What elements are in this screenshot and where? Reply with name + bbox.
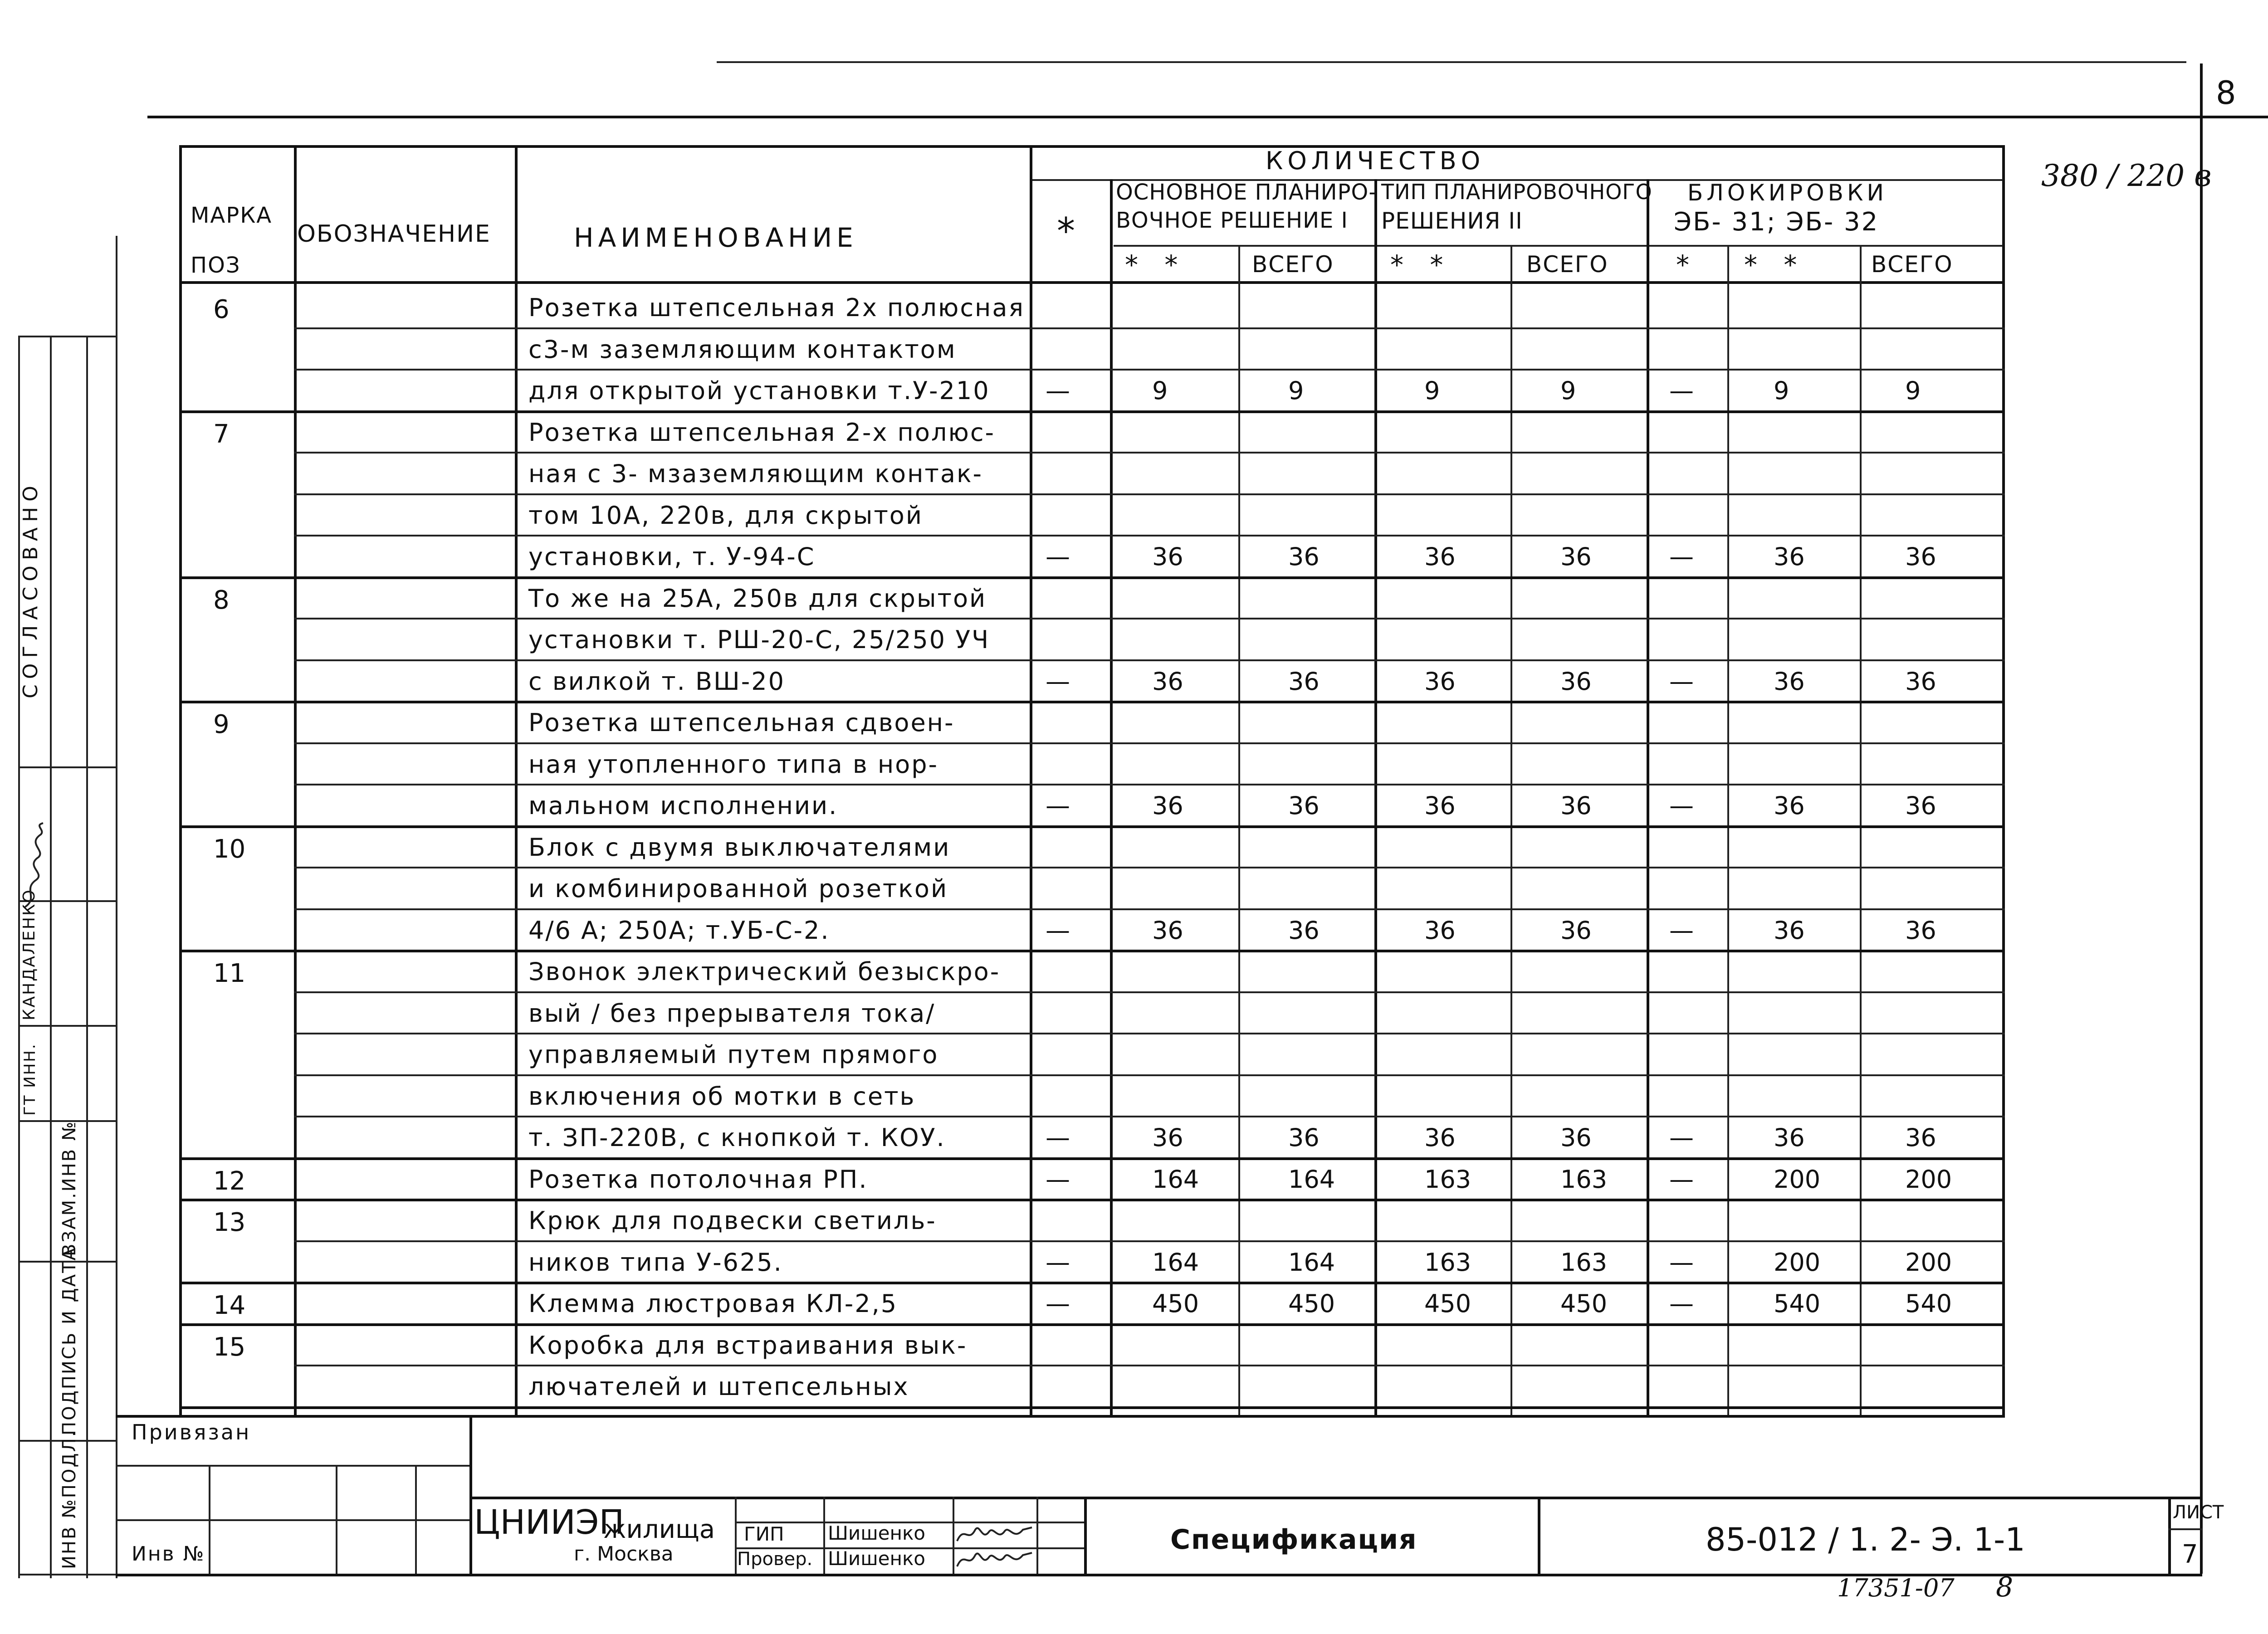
row-name-line: управляемый путем прямого bbox=[528, 1040, 939, 1069]
corner-box-line bbox=[2200, 63, 2203, 118]
row-rule bbox=[294, 327, 2005, 329]
row-value: 36 bbox=[1152, 1123, 1183, 1152]
row-rule bbox=[294, 535, 2005, 537]
row-value: 164 bbox=[1152, 1165, 1199, 1194]
tb-doc-title: Спецификация bbox=[1170, 1524, 1418, 1556]
side-podpis: ПОДПИСЬ И ДАТА bbox=[59, 1247, 80, 1435]
row-name-line: Розетка потолочная РП. bbox=[528, 1165, 868, 1194]
row-value: 450 bbox=[1288, 1289, 1335, 1318]
tb-v-date bbox=[1036, 1497, 1038, 1574]
row-value: 9 bbox=[1560, 376, 1576, 405]
row-value: 36 bbox=[1774, 916, 1805, 945]
tb-org-2: жилища bbox=[603, 1515, 715, 1544]
right-border bbox=[2200, 63, 2203, 1574]
row-value: — bbox=[1046, 542, 1070, 571]
top-border-faint bbox=[717, 61, 2186, 63]
header-star: * bbox=[1057, 210, 1076, 252]
row-pos: 11 bbox=[213, 959, 246, 988]
col-sep-4 bbox=[1110, 179, 1113, 1415]
tb-left-sep bbox=[469, 1415, 472, 1574]
header-name: НАИМЕНОВАНИЕ bbox=[574, 222, 858, 253]
row-value: 36 bbox=[1774, 1123, 1805, 1152]
row-value: — bbox=[1669, 542, 1694, 571]
row-pos: 6 bbox=[213, 295, 230, 324]
row-value: 200 bbox=[1905, 1248, 1952, 1277]
row-value: — bbox=[1669, 916, 1694, 945]
row-value: — bbox=[1046, 1165, 1070, 1194]
side-hline-2 bbox=[18, 766, 116, 768]
row-pos: 12 bbox=[213, 1166, 246, 1196]
tb-name-1: Шишенко bbox=[828, 1522, 926, 1544]
subhead-2: ВСЕГО bbox=[1252, 251, 1334, 278]
tb-inner-v3 bbox=[415, 1465, 417, 1574]
tb-inner-v1 bbox=[209, 1465, 210, 1574]
side-hline-4 bbox=[18, 1025, 116, 1027]
row-rule bbox=[294, 1116, 2005, 1117]
row-value: — bbox=[1669, 1248, 1694, 1277]
side-line-c bbox=[86, 336, 88, 1578]
row-value: — bbox=[1669, 1289, 1694, 1318]
row-value: 36 bbox=[1152, 667, 1183, 696]
row-value: 164 bbox=[1288, 1165, 1335, 1194]
subhead-1: * * bbox=[1125, 249, 1187, 280]
archive-sheet: 8 bbox=[1996, 1571, 2014, 1603]
row-value: 36 bbox=[1288, 791, 1320, 820]
row-value: 36 bbox=[1424, 1123, 1456, 1152]
row-name-line: То же на 25А, 250в для скрытой bbox=[528, 584, 987, 613]
row-value: 36 bbox=[1905, 542, 1936, 571]
row-rule bbox=[294, 908, 2005, 910]
row-name-line: том 10А, 220в, для скрытой bbox=[528, 501, 923, 530]
group3-line2: ЭБ- 31; ЭБ- 32 bbox=[1674, 207, 1879, 237]
row-value: 36 bbox=[1288, 1123, 1320, 1152]
col-sep-1 bbox=[294, 145, 297, 1415]
row-rule bbox=[294, 369, 2005, 371]
row-rule bbox=[179, 576, 2005, 579]
side-signature-scribble bbox=[20, 821, 48, 912]
row-value: 36 bbox=[1152, 916, 1183, 945]
row-value: — bbox=[1046, 1248, 1070, 1277]
tb-name-2: Шишенко bbox=[828, 1547, 926, 1570]
tb-v-sign bbox=[953, 1497, 954, 1574]
row-rule bbox=[294, 1365, 2005, 1366]
row-value: 200 bbox=[1774, 1248, 1821, 1277]
tb-privyazan: Привязан bbox=[132, 1420, 251, 1444]
row-name-line: Розетка штепсельная сдвоен- bbox=[528, 708, 955, 737]
row-value: 36 bbox=[1905, 1123, 1936, 1152]
row-value: 9 bbox=[1905, 376, 1921, 405]
row-value: 36 bbox=[1152, 542, 1183, 571]
archive-number: 17351-07 bbox=[1837, 1574, 1955, 1602]
header-line-groups bbox=[1114, 245, 2003, 247]
row-rule bbox=[179, 410, 2005, 413]
col-sep-2 bbox=[515, 145, 518, 1415]
row-pos: 13 bbox=[213, 1208, 246, 1237]
row-value: 9 bbox=[1288, 376, 1304, 405]
row-name-line: Розетка штепсельная 2х полюсная bbox=[528, 293, 1025, 322]
side-inv-short: ГТ ИНН. bbox=[21, 1043, 39, 1116]
row-rule bbox=[294, 991, 2005, 993]
row-rule bbox=[294, 867, 2005, 868]
row-name-line: Звонок электрический безыскро- bbox=[528, 957, 1001, 986]
row-value: 200 bbox=[1905, 1165, 1952, 1194]
row-name-line: с3-м заземляющим контактом bbox=[528, 335, 957, 364]
row-value: 36 bbox=[1424, 667, 1456, 696]
row-name-line: для открытой установки т.У-210 bbox=[528, 376, 990, 405]
row-name-line: т. ЗП-220В, с кнопкой т. КОУ. bbox=[528, 1123, 946, 1152]
row-value: 36 bbox=[1774, 667, 1805, 696]
row-rule bbox=[179, 1323, 2005, 1326]
row-value: 9 bbox=[1424, 376, 1440, 405]
row-value: 36 bbox=[1774, 791, 1805, 820]
row-rule bbox=[294, 452, 2005, 454]
row-pos: 15 bbox=[213, 1332, 246, 1362]
row-value: 36 bbox=[1288, 667, 1320, 696]
row-value: 450 bbox=[1424, 1289, 1471, 1318]
row-value: 164 bbox=[1288, 1248, 1335, 1277]
col-sep-6 bbox=[1374, 179, 1377, 1415]
side-agreed: СОГЛАСОВАНО bbox=[19, 480, 42, 698]
row-value: 36 bbox=[1424, 542, 1456, 571]
row-value: 450 bbox=[1560, 1289, 1608, 1318]
row-value: 36 bbox=[1560, 667, 1592, 696]
sheet-corner-number: 8 bbox=[2216, 74, 2236, 112]
tb-v-sheet bbox=[2168, 1497, 2171, 1574]
tb-sheet-no: 7 bbox=[2182, 1540, 2198, 1569]
tb-role-1: ГИП bbox=[744, 1523, 784, 1545]
row-name-line: мальном исполнении. bbox=[528, 791, 838, 820]
row-pos: 9 bbox=[213, 710, 230, 739]
table-top bbox=[179, 145, 2005, 148]
header-bottom bbox=[179, 281, 2005, 284]
row-value: 9 bbox=[1774, 376, 1789, 405]
row-pos: 10 bbox=[213, 834, 246, 864]
row-pos: 7 bbox=[213, 419, 230, 449]
col-sep-10 bbox=[1860, 245, 1862, 1415]
row-rule bbox=[179, 701, 2005, 703]
subhead-5: * bbox=[1676, 249, 1690, 280]
row-value: 36 bbox=[1560, 1123, 1592, 1152]
row-name-line: Крюк для подвески светиль- bbox=[528, 1206, 937, 1235]
col-sep-3 bbox=[1030, 145, 1032, 1415]
row-name-line: включения об мотки в сеть bbox=[528, 1082, 916, 1111]
row-name-line: Клемма люстровая КЛ-2,5 bbox=[528, 1289, 898, 1318]
row-value: 163 bbox=[1424, 1248, 1471, 1277]
group1-line1: ОСНОВНОЕ ПЛАНИРО- bbox=[1116, 180, 1377, 205]
row-value: 36 bbox=[1774, 542, 1805, 571]
row-name-line: Розетка штепсельная 2-х полюс- bbox=[528, 418, 996, 447]
row-name-line: ная утопленного типа в нор- bbox=[528, 750, 938, 779]
row-value: 450 bbox=[1152, 1289, 1199, 1318]
subhead-7: ВСЕГО bbox=[1871, 251, 1953, 278]
row-value: 200 bbox=[1774, 1165, 1821, 1194]
row-rule bbox=[294, 1240, 2005, 1242]
header-mark: МАРКА ПОЗ bbox=[191, 203, 273, 278]
row-rule bbox=[294, 1074, 2005, 1076]
tb-doc-code: 85-012 / 1. 2- Э. 1-1 bbox=[1706, 1521, 2025, 1558]
tb-h-sheet bbox=[2168, 1528, 2202, 1530]
row-name-line: установки т. РШ-20-С, 25/250 УЧ bbox=[528, 625, 990, 654]
row-value: — bbox=[1046, 376, 1070, 405]
row-rule bbox=[294, 742, 2005, 744]
tb-role-2: Провер. bbox=[737, 1549, 813, 1570]
row-value: 36 bbox=[1905, 667, 1936, 696]
group2-line2: РЕШЕНИЯ II bbox=[1381, 208, 1523, 234]
col-sep-7 bbox=[1510, 245, 1512, 1415]
header-quantity: КОЛИЧЕСТВО bbox=[1266, 146, 1485, 175]
row-rule bbox=[294, 1033, 2005, 1034]
group2-line1: ТИП ПЛАНИРОВОЧНОГО bbox=[1381, 180, 1652, 204]
top-border bbox=[147, 116, 2268, 118]
row-pos: 14 bbox=[213, 1291, 246, 1320]
col-sep-5 bbox=[1238, 245, 1240, 1415]
row-value: 163 bbox=[1424, 1165, 1471, 1194]
col-sep-9 bbox=[1727, 245, 1729, 1415]
row-value: 540 bbox=[1905, 1289, 1952, 1318]
side-line-d bbox=[116, 236, 117, 1578]
tb-v-code bbox=[1538, 1497, 1540, 1574]
row-rule bbox=[179, 1406, 2005, 1409]
row-name-line: с вилкой т. ВШ-20 bbox=[528, 667, 785, 696]
row-value: — bbox=[1669, 1165, 1694, 1194]
row-name-line: и комбинированной розеткой bbox=[528, 874, 948, 903]
side-hline-1 bbox=[18, 336, 116, 337]
group3-line1: БЛОКИРОВКИ bbox=[1687, 180, 1887, 206]
row-rule bbox=[294, 659, 2005, 661]
row-value: 36 bbox=[1905, 791, 1936, 820]
tb-org-1: ЦНИИЭП bbox=[474, 1503, 625, 1542]
row-value: 36 bbox=[1288, 542, 1320, 571]
row-value: 36 bbox=[1905, 916, 1936, 945]
col-sep-8 bbox=[1647, 179, 1649, 1415]
row-value: 540 bbox=[1774, 1289, 1821, 1318]
row-value: 36 bbox=[1424, 916, 1456, 945]
tb-v-name bbox=[823, 1497, 825, 1574]
row-name-line: Блок с двумя выключателями bbox=[528, 833, 951, 862]
row-rule bbox=[294, 618, 2005, 619]
group1-line2: ВОЧНОЕ РЕШЕНИЕ I bbox=[1116, 208, 1348, 233]
side-hline-8 bbox=[18, 1574, 116, 1575]
row-value: 36 bbox=[1424, 791, 1456, 820]
header-designation: ОБОЗНАЧЕНИЕ bbox=[297, 220, 491, 248]
row-name-line: установки, т. У-94-С bbox=[528, 542, 816, 571]
row-pos: 8 bbox=[213, 585, 230, 615]
row-value: — bbox=[1669, 1123, 1694, 1152]
row-value: 36 bbox=[1560, 542, 1592, 571]
row-value: — bbox=[1669, 791, 1694, 820]
row-value: 36 bbox=[1288, 916, 1320, 945]
tb-signature-1 bbox=[955, 1523, 1034, 1546]
subhead-6: * * bbox=[1744, 249, 1806, 280]
row-value: 164 bbox=[1152, 1248, 1199, 1277]
row-name-line: лючателей и штепсельных bbox=[528, 1372, 909, 1401]
tb-top bbox=[116, 1415, 469, 1418]
row-rule bbox=[179, 825, 2005, 828]
side-vzam: ВЗАМ.ИНВ № bbox=[59, 1120, 80, 1256]
side-inv-podl: ИНВ №ПОДЛ. bbox=[59, 1429, 80, 1569]
row-value: — bbox=[1046, 667, 1070, 696]
row-value: — bbox=[1046, 916, 1070, 945]
tb-inner-v2 bbox=[336, 1465, 337, 1574]
tb-inv-no: Инв № bbox=[132, 1542, 205, 1566]
row-value: 9 bbox=[1152, 376, 1168, 405]
row-value: 163 bbox=[1560, 1165, 1608, 1194]
row-name-line: Коробка для встраивания вык- bbox=[528, 1331, 968, 1360]
row-rule bbox=[179, 1282, 2005, 1284]
row-rule bbox=[294, 493, 2005, 495]
row-value: — bbox=[1669, 376, 1694, 405]
tb-line-main bbox=[469, 1497, 2202, 1499]
row-name-line: ников типа У-625. bbox=[528, 1248, 783, 1277]
tb-org-city: г. Москва bbox=[574, 1542, 674, 1566]
tb-v-title bbox=[1084, 1497, 1087, 1574]
row-rule bbox=[179, 1199, 2005, 1201]
row-name-line: ная с 3- мзаземляющим контак- bbox=[528, 459, 983, 488]
row-value: — bbox=[1046, 791, 1070, 820]
row-rule bbox=[179, 950, 2005, 952]
subhead-4: ВСЕГО bbox=[1526, 251, 1608, 278]
top-right-note: 380 / 220 в bbox=[2041, 158, 2212, 193]
tb-sheet-label: ЛИСТ bbox=[2173, 1502, 2224, 1523]
side-signature-label: КАНДАЛЕНКО bbox=[20, 888, 39, 1020]
row-value: 163 bbox=[1560, 1248, 1608, 1277]
side-line-b bbox=[50, 336, 52, 1578]
row-value: 36 bbox=[1560, 916, 1592, 945]
row-name-line: вый / без прерывателя тока/ bbox=[528, 999, 936, 1028]
tb-v-role bbox=[735, 1497, 737, 1574]
row-value: — bbox=[1046, 1123, 1070, 1152]
row-rule bbox=[179, 1157, 2005, 1160]
row-name-line: 4/6 А; 250А; т.УБ-С-2. bbox=[528, 916, 830, 945]
row-value: 36 bbox=[1560, 791, 1592, 820]
table-right bbox=[2002, 145, 2005, 1415]
row-value: — bbox=[1046, 1289, 1070, 1318]
subhead-3: * * bbox=[1390, 249, 1452, 280]
row-value: 36 bbox=[1152, 791, 1183, 820]
row-value: — bbox=[1669, 667, 1694, 696]
table-left bbox=[179, 145, 182, 1415]
row-rule bbox=[294, 784, 2005, 785]
tb-signature-2 bbox=[955, 1548, 1034, 1571]
